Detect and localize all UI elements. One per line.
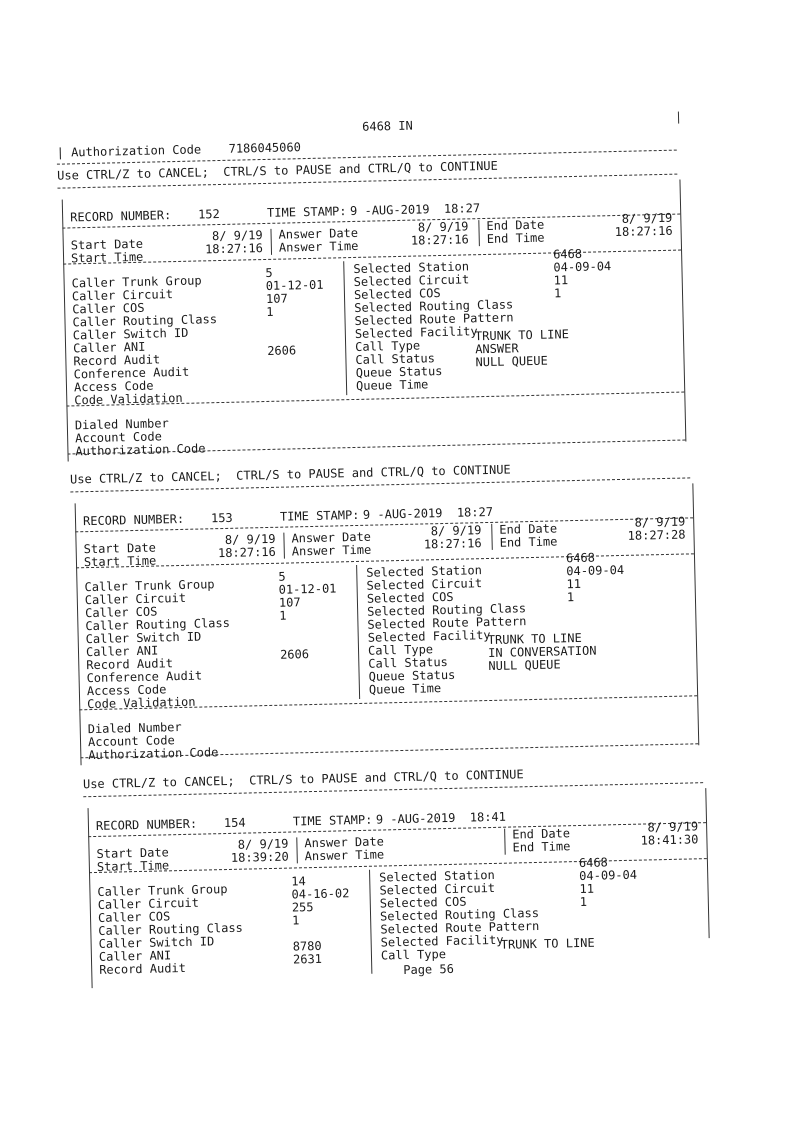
answer-time-label: Answer Time	[304, 847, 385, 864]
selected-cos-value: 11	[553, 273, 569, 288]
caller-ani-label: Caller ANI	[98, 948, 172, 964]
instructions-line: Use CTRL/Z to CANCEL; CTRL/S to PAUSE and CTRL/Q to CONTINUE	[69, 462, 511, 487]
record-number-label: RECORD NUMBER:	[69, 208, 172, 225]
end-time-value: 18:41:30	[640, 832, 699, 848]
start-time-value: 18:39:20	[230, 849, 289, 865]
column-divider	[270, 229, 272, 255]
caller-trunk-group-label: Caller Trunk Group	[97, 882, 228, 899]
caller-trunk-group-value: 14	[291, 874, 306, 889]
record-number-value: 152	[197, 207, 220, 222]
selected-station-label: Selected Station	[366, 563, 483, 580]
start-date-value: 8/ 9/19	[237, 836, 289, 852]
time-stamp-value: 9 -AUG-2019 18:27	[349, 201, 481, 219]
auth-code-label: | Authorization Code	[56, 142, 202, 160]
station-id-header: 6468 IN	[362, 118, 413, 134]
record-left-border	[75, 503, 82, 765]
selected-routing-class-value: 1	[566, 590, 575, 605]
selected-station-value: 6468	[552, 246, 583, 262]
caller-ani-label: Caller ANI	[72, 339, 146, 356]
end-date-label: End Date	[499, 521, 558, 537]
selected-circuit-value: 04-09-04	[566, 562, 625, 579]
selected-routing-class-value: 1	[553, 286, 562, 301]
selected-routing-class-label: Selected Routing Class	[379, 905, 540, 924]
auth-code-value: 7186045060	[228, 140, 302, 156]
start-time-value: 18:27:16	[217, 544, 276, 561]
code-validation-label: Code Validation	[74, 390, 183, 408]
selected-circuit-value: 04-09-04	[553, 259, 612, 275]
right-border-tick	[678, 112, 679, 124]
end-time-value: 18:27:16	[614, 223, 673, 240]
dialed-number-label: Dialed Number	[74, 416, 169, 433]
caller-circuit-label: Caller Circuit	[84, 590, 187, 608]
column-divider	[343, 261, 347, 395]
caller-routing-class-value: 1	[266, 304, 274, 319]
authorization-code-label: Authorization Code	[75, 441, 206, 459]
answer-date-label: Answer Date	[304, 834, 385, 851]
record-number-value: 153	[210, 510, 233, 526]
column-divider	[504, 829, 506, 855]
selected-station-label: Selected Station	[379, 867, 495, 885]
start-time-label: Start Time	[96, 858, 170, 874]
caller-cos-value: 255	[291, 900, 314, 915]
caller-trunk-group-label: Caller Trunk Group	[84, 577, 215, 595]
answer-date-label: Answer Date	[291, 529, 372, 546]
end-date-value: 8/ 9/19	[621, 210, 673, 226]
record-audit-value: 2606	[279, 647, 310, 662]
caller-circuit-label: Caller Circuit	[71, 287, 174, 304]
caller-cos-label: Caller COS	[72, 300, 145, 317]
end-time-label: End Time	[499, 534, 558, 550]
selected-cos-label: Selected COS	[353, 286, 441, 302]
start-time-label: Start Time	[70, 249, 144, 266]
selected-route-pattern-label: Selected Route Pattern	[380, 918, 540, 937]
end-date-label: End Date	[486, 217, 545, 233]
call-type-value: TRUNK TO LINE	[487, 630, 582, 648]
access-code-label: Access Code	[86, 682, 167, 699]
selected-station-label: Selected Station	[353, 259, 470, 276]
column-divider	[283, 533, 285, 559]
caller-circuit-label: Caller Circuit	[97, 895, 200, 912]
selected-routing-class-value: 1	[579, 894, 588, 910]
answer-time-label: Answer Time	[278, 238, 359, 255]
queue-status-label: Queue Status	[355, 363, 443, 380]
column-divider	[356, 565, 360, 699]
selected-station-value: 6468	[578, 855, 608, 871]
caller-circuit-value: 01-12-01	[278, 581, 337, 597]
column-divider	[478, 220, 480, 246]
record-number-value: 154	[223, 815, 246, 831]
selected-cos-label: Selected COS	[366, 589, 454, 606]
authorization-code-label: Authorization Code	[88, 745, 219, 763]
queue-status-value: NULL QUEUE	[475, 353, 548, 370]
start-time-label: Start Time	[83, 553, 157, 570]
selected-route-pattern-label: Selected Route Pattern	[354, 310, 514, 328]
answer-date-label: Answer Date	[278, 225, 359, 242]
selected-facility-label: Selected Facility	[380, 932, 504, 950]
caller-switch-id-label: Caller Switch ID	[98, 934, 215, 951]
call-type-value: TRUNK TO LINE	[500, 935, 595, 952]
call-status-value: ANSWER	[475, 341, 519, 357]
selected-circuit-label: Selected Circuit	[366, 576, 483, 593]
call-record-154	[87, 788, 707, 978]
caller-trunk-group-value: 5	[278, 569, 286, 584]
time-stamp-value: 9 -AUG-2019 18:41	[375, 809, 507, 827]
call-type-label: Call Type	[380, 947, 447, 963]
access-code-label: Access Code	[73, 378, 154, 395]
record-audit-value: 2631	[292, 951, 323, 967]
call-type-label: Call Type	[354, 338, 421, 354]
column-divider	[491, 524, 493, 550]
selected-circuit-label: Selected Circuit	[379, 880, 496, 898]
record-audit-label: Record Audit	[86, 656, 174, 673]
record-number-label: RECORD NUMBER:	[95, 816, 198, 833]
call-type-label: Call Type	[367, 642, 434, 658]
end-time-value: 18:27:28	[627, 527, 686, 543]
queue-time-label: Queue Time	[355, 377, 429, 393]
caller-routing-class-value: 1	[291, 913, 300, 928]
account-code-label: Account Code	[74, 429, 162, 446]
record-number-label: RECORD NUMBER:	[82, 511, 185, 529]
selected-circuit-label: Selected Circuit	[353, 272, 470, 289]
caller-trunk-group-value: 5	[265, 265, 273, 280]
code-validation-label: Code Validation	[87, 694, 196, 712]
caller-routing-class-label: Caller Routing Class	[98, 920, 243, 938]
selected-routing-class-label: Selected Routing Class	[367, 601, 527, 619]
caller-cos-label: Caller COS	[97, 909, 171, 925]
record-audit-label: Record Audit	[99, 960, 187, 977]
caller-switch-id-label: Caller Switch ID	[72, 325, 189, 343]
record-right-border	[679, 180, 686, 442]
instructions-line: Use CTRL/Z to CANCEL; CTRL/S to PAUSE and CTRL/Q to CONTINUE	[57, 158, 498, 183]
call-record-153	[74, 483, 694, 763]
end-time-label: End Time	[512, 839, 571, 855]
selected-cos-value: 11	[566, 576, 582, 592]
answer-date-value: 8/ 9/19	[417, 219, 469, 235]
caller-cos-value: 107	[265, 291, 288, 306]
queue-status-value: NULL QUEUE	[488, 657, 561, 674]
end-date-value: 8/ 9/19	[634, 514, 686, 530]
caller-circuit-value: 04-16-02	[291, 886, 350, 902]
conference-audit-label: Conference Audit	[73, 364, 190, 382]
selected-facility-label: Selected Facility	[367, 627, 491, 645]
caller-circuit-value: 01-12-01	[265, 277, 324, 293]
end-date-label: End Date	[512, 826, 571, 842]
record-audit-label: Record Audit	[73, 352, 161, 369]
selected-route-pattern-label: Selected Route Pattern	[367, 614, 527, 632]
account-code-label: Account Code	[87, 733, 175, 750]
time-stamp-value: 9 -AUG-2019 18:27	[362, 504, 494, 522]
call-status-label: Call Status	[355, 351, 436, 367]
instructions-line: Use CTRL/Z to CANCEL; CTRL/S to PAUSE and CTRL/Q to CONTINUE	[82, 767, 524, 792]
selected-cos-value: 11	[579, 881, 595, 897]
call-status-value: IN CONVERSATION	[487, 643, 597, 661]
call-type-value: TRUNK TO LINE	[474, 327, 569, 344]
start-date-label: Start Date	[70, 236, 144, 253]
caller-cos-label: Caller COS	[84, 604, 158, 621]
start-date-value: 8/ 9/19	[211, 228, 263, 244]
column-divider	[369, 870, 372, 974]
start-date-label: Start Date	[96, 845, 169, 861]
selected-cos-label: Selected COS	[379, 894, 467, 911]
start-date-label: Start Date	[83, 540, 157, 557]
caller-routing-class-label: Caller Routing Class	[72, 312, 218, 330]
time-stamp-label: TIME STAMP:	[266, 204, 347, 220]
selected-facility-label: Selected Facility	[354, 324, 478, 341]
queue-status-label: Queue Status	[368, 667, 456, 684]
column-divider	[296, 837, 298, 863]
start-date-value: 8/ 9/19	[224, 531, 276, 547]
answer-time-label: Answer Time	[291, 542, 372, 559]
record-right-border	[692, 483, 699, 745]
call-status-label: Call Status	[368, 654, 448, 671]
record-right-border	[705, 788, 709, 938]
queue-time-label: Queue Time	[368, 681, 442, 697]
caller-ani-label: Caller ANI	[85, 643, 159, 660]
record-audit-value: 2606	[267, 343, 297, 358]
caller-routing-class-label: Caller Routing Class	[85, 615, 231, 634]
selected-station-value: 6468	[565, 550, 596, 566]
caller-switch-id-label: Caller Switch ID	[85, 629, 202, 647]
time-stamp-label: TIME STAMP:	[279, 507, 360, 524]
start-time-value: 18:27:16	[204, 241, 264, 257]
caller-trunk-group-label: Caller Trunk Group	[71, 273, 202, 291]
caller-ani-value: 8780	[292, 938, 322, 954]
selected-circuit-value: 04-09-04	[579, 867, 638, 884]
end-date-value: 8/ 9/19	[647, 819, 699, 835]
caller-routing-class-value: 1	[279, 608, 287, 623]
record-left-border	[62, 200, 69, 462]
selected-routing-class-label: Selected Routing Class	[354, 297, 514, 315]
answer-time-value: 18:27:16	[423, 536, 482, 552]
caller-cos-value: 107	[278, 595, 301, 610]
dialed-number-label: Dialed Number	[87, 719, 182, 737]
page-number: Page 56	[403, 961, 455, 978]
conference-audit-label: Conference Audit	[86, 668, 203, 686]
answer-time-value: 18:27:16	[410, 232, 469, 248]
call-record-152	[62, 180, 682, 459]
time-stamp-label: TIME STAMP:	[292, 812, 373, 829]
answer-date-value: 8/ 9/19	[430, 523, 482, 539]
end-time-label: End Time	[486, 230, 545, 246]
